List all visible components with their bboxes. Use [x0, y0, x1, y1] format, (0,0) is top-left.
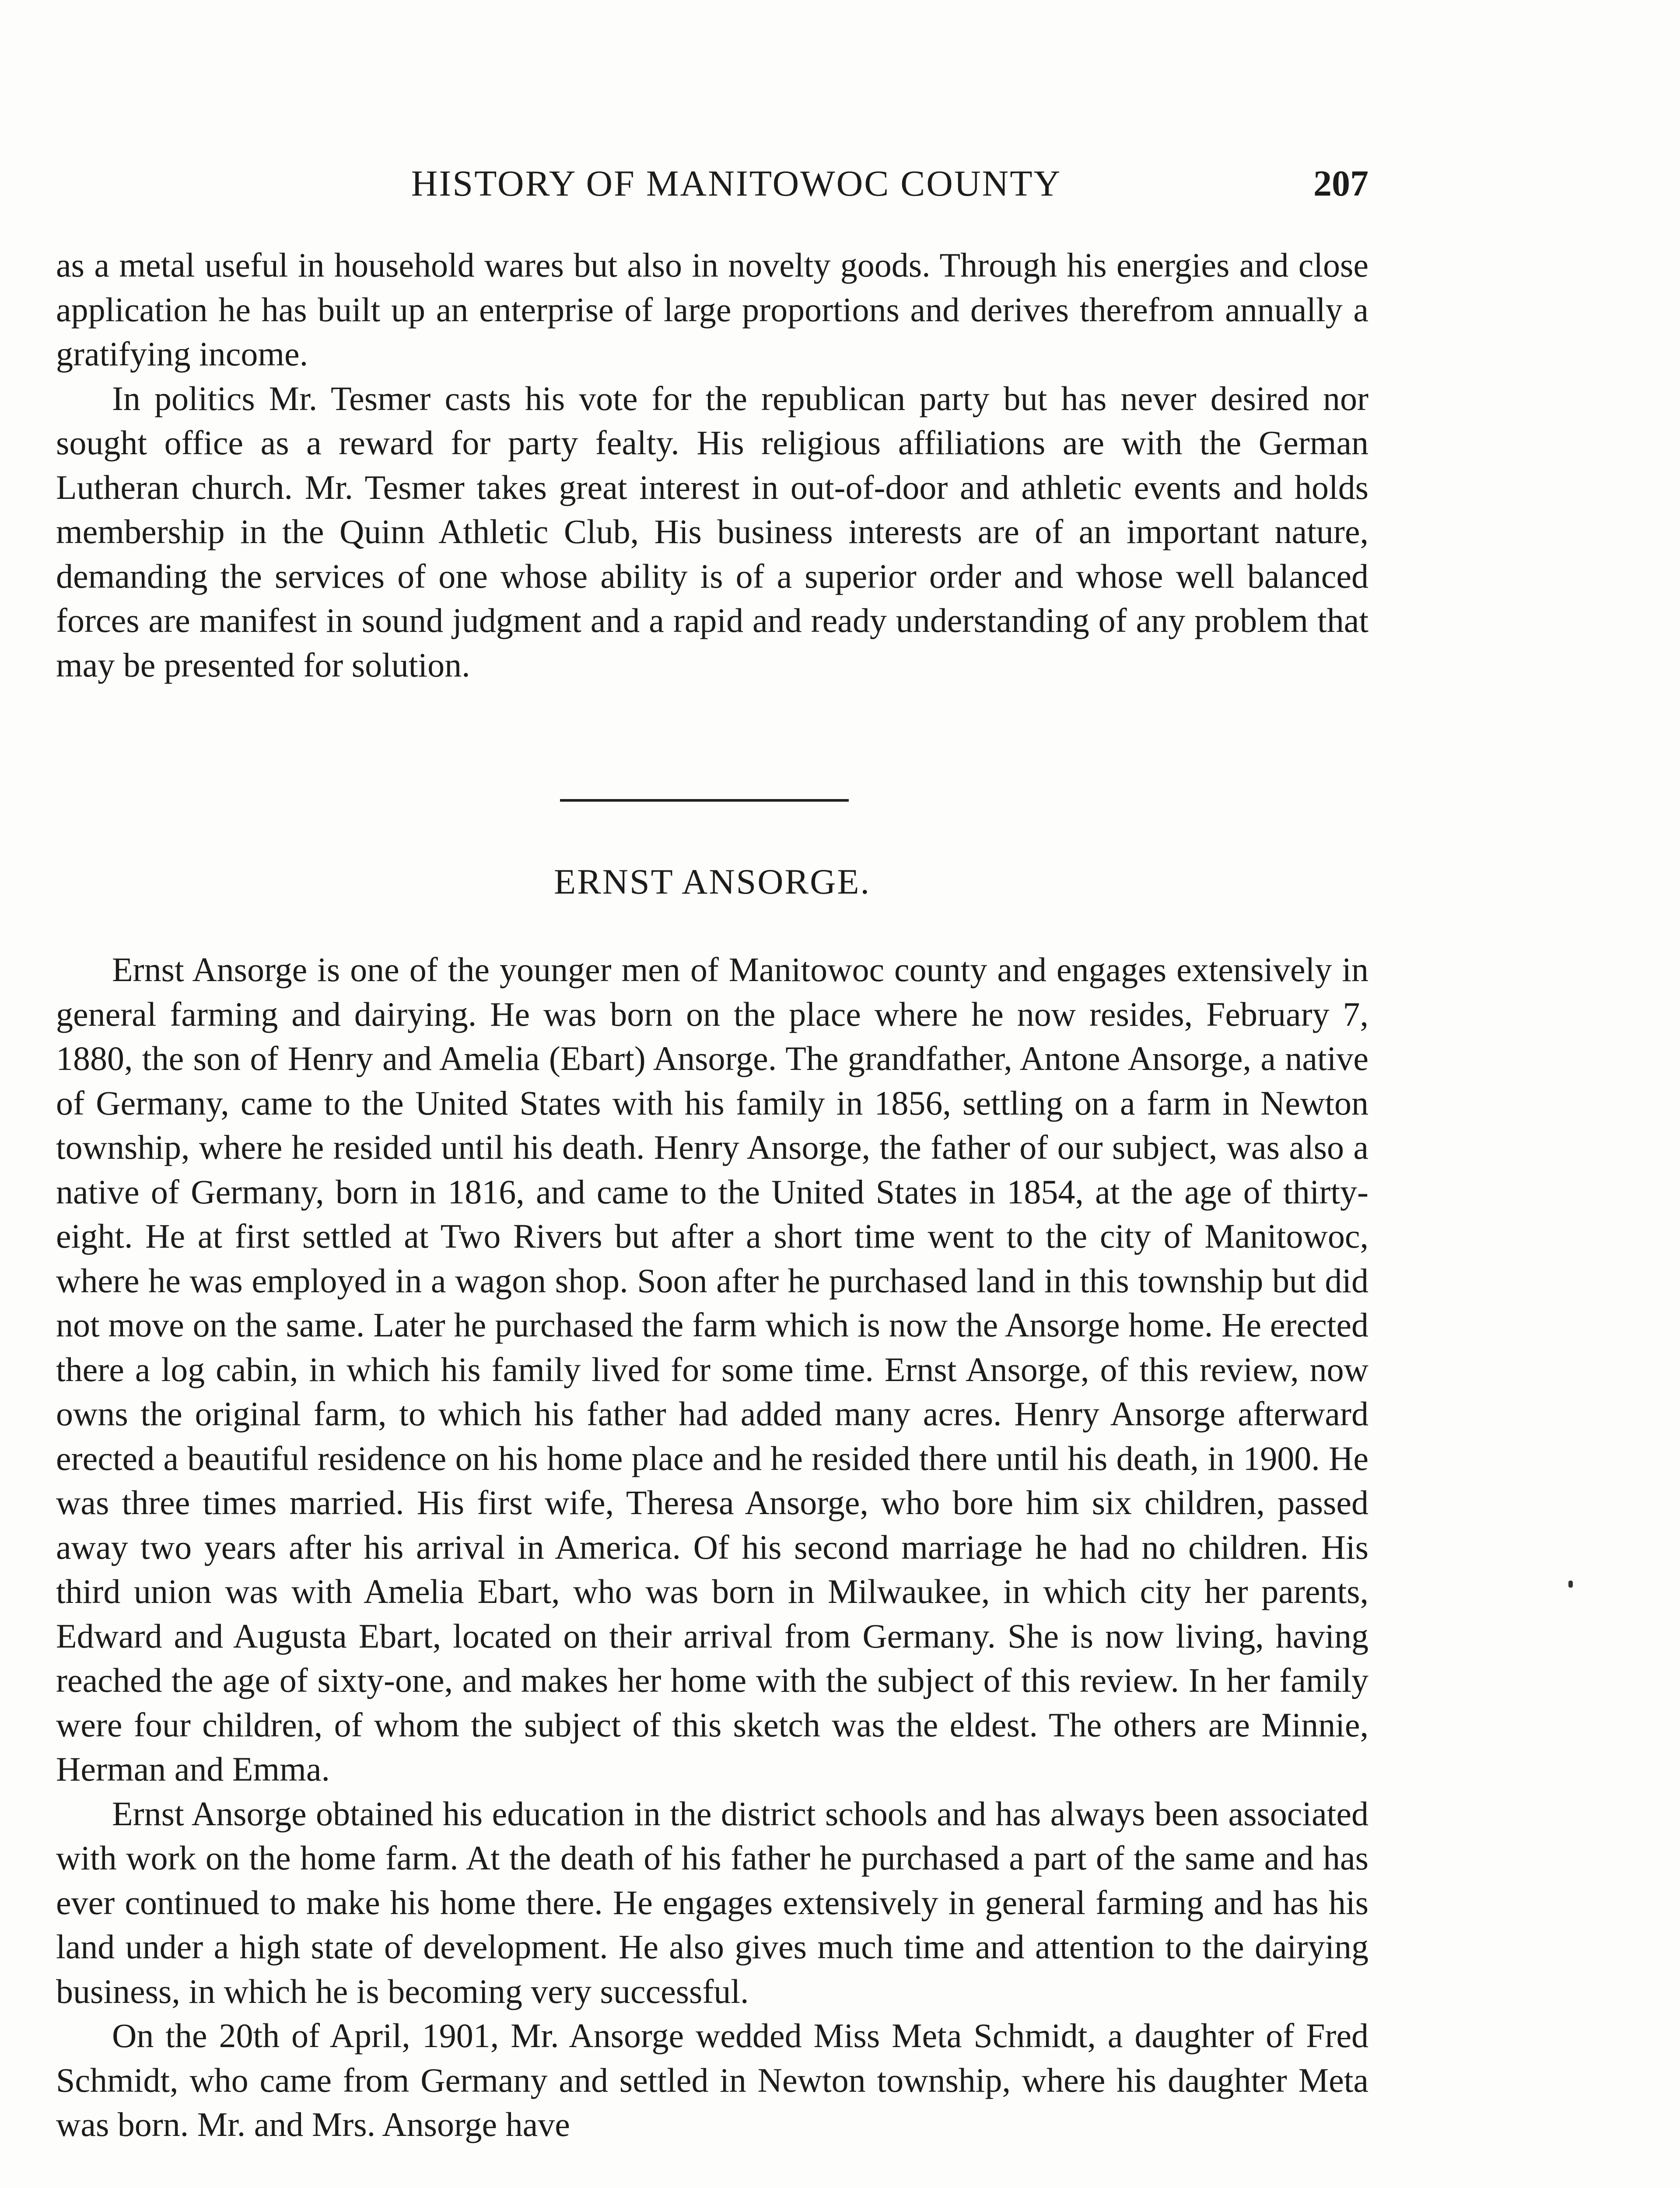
continued-text-block [56, 243, 1368, 687]
paragraph-marriage: On the 20th of April, 1901, Mr. Ansorge wedded Miss Meta Schmidt, a daughter of Fred Schmidt, who came from Germany and settled in Newton township, where his daughter Meta was born. Mr. and Mrs. Ansorge have [56, 2016, 1368, 2143]
paragraph-family-history: Ernst Ansorge is one of the younger men of Manitowoc county and engages extensively in general farming and dairying. He was born on the place where he now resides, February 7, 1880, the son of Henry and Amelia (Ebart) Ansorge. The grandfather, Antone Ansorge, a native of Germany, came to the United States with his family in 1856, settling on a farm in Newton township, where he resided until his death. Henry Ansorge, the father of our subject, was also a native of Germany, born in 1816, and came to the United States in 1854, at the age of thirty-eight. He at first settled at Two Rivers but after a short time went to the city of Manitowoc, where he was employed in a wagon shop. Soon after he purchased land in this township but did not move on the same. Later he purchased the farm which is now the Ansorge home. He erected there a log cabin, in which his family lived for some time. Ernst Ansorge, of this review, now owns the original farm, to which his father had added many acres. Henry Ansorge afterward erected a beautiful residence on his home place and he resided there until his death, in 1900. He was three times married. His first wife, Theresa Ansorge, who bore him six children, passed away two years after his arrival in America. Of his second marriage he had no children. His third union was with Amelia Ebart, who was born in Milwaukee, in which city her parents, Edward and Augusta Ebart, located on their arrival from Germany. She is now living, having reached the age of sixty-one, and makes her home with the subject of this review. In her family were four children, of whom the subject of this sketch was the eldest. The others are Minnie, Herman and Emma. [56, 950, 1368, 1788]
ink-speck [1568, 1581, 1573, 1588]
section-divider-rule [560, 799, 849, 802]
page-header [56, 160, 1368, 208]
paragraph-politics: In politics Mr. Tesmer casts his vote for the republican party but has never desired nor sought office as a reward for party fealty. His religious affiliations are with the German Lutheran church. Mr. Tesmer takes great interest in out-of-door and athletic events and holds membership in the Quinn Athletic Club, His business interests are of an important nature, demanding the services of one whose ability is of a superior order and whose well balanced forces are manifest in sound judgment and a rapid and ready understanding of any problem that may be presented for solution. [56, 379, 1368, 684]
biography-text-block [56, 947, 1368, 2147]
paragraph-continued: as a metal useful in household wares but also in novelty goods. Through his energies and close application he has built up an enterprise of large proportions and derives therefrom annually a gratifying income. [56, 246, 1368, 373]
page-number: 207 [1313, 163, 1368, 204]
section-title: ERNST ANSORGE. [554, 862, 871, 901]
paragraph-education: Ernst Ansorge obtained his education in the district schools and has always been associated with work on the home farm. At the death of his father he purchased a part of the same and has ever continued to make his home there. He engages extensively in general farming and has his land under a high state of development. He also gives much time and attention to the dairying business, in which he is becoming very successful. [56, 1794, 1368, 2010]
running-title: HISTORY OF MANITOWOC COUNTY [411, 163, 1062, 204]
